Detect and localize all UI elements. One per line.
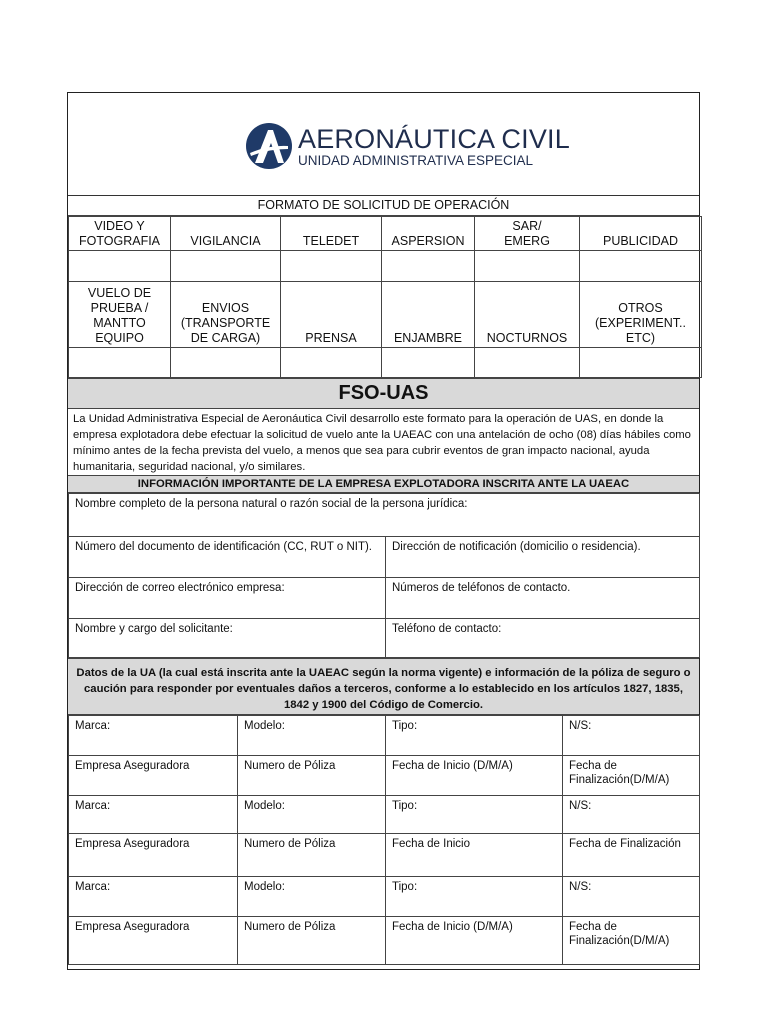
op-checkbox[interactable] bbox=[281, 251, 382, 282]
contact-phone-field[interactable]: Teléfono de contacto: bbox=[386, 619, 700, 658]
address-field[interactable]: Dirección de notificación (domicilio o residencia). bbox=[386, 537, 700, 578]
intro-text: La Unidad Administrativa Especial de Aeronáutica Civil desarrollo este formato para la operación de UAS, en donde la empresa explotadora debe efectuar la solicitud de vuelo ante la UAEAC con una antelación de ocho (08) días hábiles como mínimo antes de la fecha prevista del vuelo, a menos que sea para cubrir eventos de gran impacto nacional, ayuda humanitaria, seguridad nacional, y/o similares. bbox=[73, 413, 691, 473]
ua-field[interactable]: Fecha de Inicio (D/M/A) bbox=[386, 917, 563, 965]
ua-field[interactable]: Empresa Aseguradora bbox=[69, 917, 238, 965]
form-header bbox=[68, 93, 699, 196]
ua-field[interactable]: N/S: bbox=[563, 716, 700, 756]
id-number-field[interactable]: Número del documento de identificación (CC, RUT o NIT). bbox=[69, 537, 386, 578]
ua-field[interactable]: Empresa Aseguradora bbox=[69, 834, 238, 877]
ua-field[interactable]: Modelo: bbox=[238, 716, 386, 756]
ua-field[interactable]: Tipo: bbox=[386, 716, 563, 756]
op-checkbox[interactable] bbox=[580, 348, 702, 378]
operation-type-label: NOCTURNOS bbox=[475, 282, 580, 348]
ua-row bbox=[69, 877, 700, 917]
ua-field[interactable]: Fecha de Inicio (D/M/A) bbox=[386, 756, 563, 796]
operation-type-label: SAR/ EMERG bbox=[475, 217, 580, 251]
op-checkbox[interactable] bbox=[382, 348, 475, 378]
org-subtitle: UNIDAD ADMINISTRATIVA ESPECIAL bbox=[298, 152, 534, 168]
operation-type-label: ENVIOS (TRANSPORTE DE CARGA) bbox=[171, 282, 281, 348]
ua-field[interactable]: Tipo: bbox=[386, 796, 563, 834]
op-checkbox[interactable] bbox=[171, 251, 281, 282]
ua-row bbox=[69, 796, 700, 834]
operation-type-label: OTROS (EXPERIMENT.. ETC) bbox=[580, 282, 702, 348]
operation-type-label: VIGILANCIA bbox=[171, 217, 281, 251]
operation-type-label: PRENSA bbox=[281, 282, 382, 348]
op-checkbox[interactable] bbox=[281, 348, 382, 378]
company-table bbox=[68, 493, 700, 658]
op-checkbox[interactable] bbox=[580, 251, 702, 282]
operation-type-label: VUELO DE PRUEBA / MANTTO EQUIPO bbox=[69, 282, 171, 348]
phones-field[interactable]: Números de teléfonos de contacto. bbox=[386, 578, 700, 619]
ua-field[interactable]: Modelo: bbox=[238, 877, 386, 917]
full-name-field[interactable]: Nombre completo de la persona natural o razón social de la persona jurídica: bbox=[69, 494, 700, 537]
ua-field[interactable]: Modelo: bbox=[238, 796, 386, 834]
op-checkbox[interactable] bbox=[475, 251, 580, 282]
ua-field[interactable]: Tipo: bbox=[386, 877, 563, 917]
ua-field[interactable]: Numero de Póliza bbox=[238, 756, 386, 796]
ua-field[interactable]: N/S: bbox=[563, 877, 700, 917]
ua-row bbox=[69, 716, 700, 756]
ua-field[interactable]: Fecha de Finalización(D/M/A) bbox=[563, 756, 700, 796]
op-checkbox[interactable] bbox=[69, 251, 171, 282]
op-checkbox[interactable] bbox=[475, 348, 580, 378]
ua-field[interactable]: Numero de Póliza bbox=[238, 917, 386, 965]
operation-type-label: ASPERSION bbox=[382, 217, 475, 251]
org-name: AERONÁUTICA CIVIL bbox=[298, 123, 570, 154]
op-checkbox[interactable] bbox=[171, 348, 281, 378]
ua-field[interactable]: N/S: bbox=[563, 796, 700, 834]
operation-type-label: TELEDET bbox=[281, 217, 382, 251]
applicant-field[interactable]: Nombre y cargo del solicitante: bbox=[69, 619, 386, 658]
ua-section-title: Datos de la UA (la cual está inscrita ante la UAEAC según la norma vigente) e información de la póliza de seguro o caución para responder por eventuales daños a terceros, conforme a lo establecido en los artículos 1827, 1835, 1842 y 1900 del Código de Comercio. bbox=[68, 658, 699, 715]
operations-table bbox=[68, 216, 702, 378]
operation-type-label: PUBLICIDAD bbox=[580, 217, 702, 251]
aerocivil-logo bbox=[246, 123, 570, 169]
ua-field[interactable]: Empresa Aseguradora bbox=[69, 756, 238, 796]
operation-type-label: ENJAMBRE bbox=[382, 282, 475, 348]
op-checkbox[interactable] bbox=[69, 348, 171, 378]
email-field[interactable]: Dirección de correo electrónico empresa: bbox=[69, 578, 386, 619]
ua-row bbox=[69, 917, 700, 965]
operations-title: FORMATO DE SOLICITUD DE OPERACIÓN bbox=[68, 196, 699, 216]
form-code-title: FSO-UAS bbox=[68, 378, 699, 409]
ua-field[interactable]: Fecha de Inicio bbox=[386, 834, 563, 877]
ua-field[interactable]: Numero de Póliza bbox=[238, 834, 386, 877]
ua-table bbox=[68, 715, 700, 965]
ua-field[interactable]: Fecha de Finalización bbox=[563, 834, 700, 877]
aerocivil-emblem-icon bbox=[246, 123, 292, 169]
op-checkbox[interactable] bbox=[382, 251, 475, 282]
ua-row bbox=[69, 834, 700, 877]
ua-field[interactable]: Marca: bbox=[69, 796, 238, 834]
ua-row bbox=[69, 756, 700, 796]
ua-field[interactable]: Fecha de Finalización(D/M/A) bbox=[563, 917, 700, 965]
company-section-title: INFORMACIÓN IMPORTANTE DE LA EMPRESA EXPLOTADORA INSCRITA ANTE LA UAEAC bbox=[68, 475, 699, 493]
ua-field[interactable]: Marca: bbox=[69, 716, 238, 756]
request-form bbox=[67, 92, 700, 970]
ua-field[interactable]: Marca: bbox=[69, 877, 238, 917]
operation-type-label: VIDEO Y FOTOGRAFIA bbox=[69, 217, 171, 251]
